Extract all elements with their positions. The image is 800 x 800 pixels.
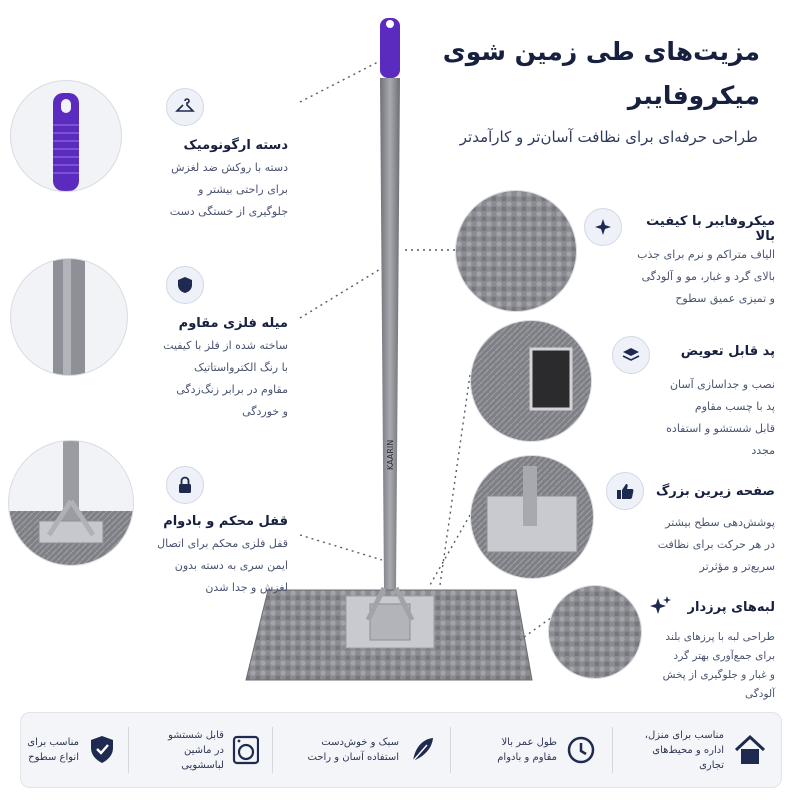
clock-icon [565, 734, 597, 766]
benefit-item [27, 713, 117, 787]
feature-line: برای جمع‌آوری بهتر گرد [673, 650, 775, 662]
feature-title: قفل محکم و بادوام [163, 514, 288, 529]
feature-large-base-title-wrap [648, 484, 775, 499]
page-subtitle: طراحی حرفه‌ای برای نظافت آسان‌تر و کارآمدتر [459, 128, 758, 146]
feature-microfiber-title-wrap [625, 214, 775, 244]
grip-closeup-image [10, 80, 122, 192]
microfiber-closeup-image [455, 190, 577, 312]
feature-line: و خوردگی [242, 405, 288, 418]
benefit-item [467, 713, 597, 787]
bottom-benefits-bar [20, 712, 782, 788]
brand-label: KAARIN [386, 439, 395, 470]
feature-line: ساخته شده از فلز با کیفیت [163, 339, 288, 352]
feature-line: دسته با روکش ضد لغزش [171, 161, 288, 174]
edge-closeup-image [548, 585, 642, 679]
feature-line: برای راحتی بیشتر و [198, 183, 288, 196]
pad-closeup-image [470, 320, 592, 442]
feature-fluffy-edges-desc [640, 628, 775, 704]
feature-title: دسته ارگونومیک [183, 138, 288, 153]
benefit-line: طول عمر بالا [501, 737, 557, 748]
feature-line: مقاوم در برابر زنگ‌زدگی [176, 383, 288, 396]
feature-line: آلودگی [745, 688, 775, 700]
feature-metal-rod [140, 316, 288, 423]
feature-line: طراحی لبه با پرزهای بلند [665, 631, 775, 643]
feature-replaceable-pad-title-wrap [655, 344, 775, 359]
feature-ergonomic-handle [140, 138, 288, 223]
feature-replaceable-pad-desc [605, 374, 775, 462]
shield-check-icon [87, 734, 117, 766]
benefit-line: استفاده آسان و راحت [307, 752, 399, 763]
hanger-icon [166, 88, 204, 126]
base-plate-closeup-image [470, 455, 594, 579]
feature-line: پد با چسب مقاوم [694, 400, 775, 413]
feather-icon [407, 735, 437, 765]
feature-line: مجدد [751, 444, 775, 457]
feature-microfiber-desc [585, 244, 775, 310]
feature-title: صفحه زیرین بزرگ [655, 484, 775, 499]
benefit-item [141, 713, 259, 787]
feature-line: لغزش و جدا شدن [205, 581, 288, 594]
feature-line: قابل شستشو و استفاده [666, 422, 775, 435]
benefit-item [287, 713, 437, 787]
feature-line: بالای گرد و غبار، مو و آلودگی [641, 270, 775, 283]
feature-title: میکروفایبر با کیفیت بالا [646, 214, 775, 244]
feature-line: با رنگ الکترواستاتیک [194, 361, 288, 374]
lock-icon [166, 466, 204, 504]
feature-title: میله فلزی مقاوم [178, 316, 288, 331]
feature-line: قفل فلزی محکم برای اتصال [157, 537, 288, 550]
benefit-line: سبک و خوش‌دست [321, 737, 399, 748]
layers-icon [612, 336, 650, 374]
feature-line: ایمن سری به دسته بدون [174, 559, 288, 572]
feature-fluffy-edges-title-wrap [675, 600, 775, 615]
benefit-item [627, 713, 767, 787]
benefit-line: مناسب برای منزل، [644, 729, 725, 741]
sparkle-icon [584, 208, 622, 246]
feature-lock [140, 514, 288, 599]
shield-icon [166, 266, 204, 304]
feature-line: پوشش‌دهی سطح بیشتر [665, 516, 775, 529]
benefit-line: مقاوم و بادوام [497, 752, 557, 763]
sparkles-icon [648, 594, 672, 622]
benefit-line: انواع سطوح [28, 752, 79, 763]
feature-line: نصب و جداسازی آسان [669, 378, 775, 391]
mop-rod [380, 78, 400, 590]
house-icon [732, 732, 767, 768]
title-line-2: میکروفایبر [627, 81, 760, 110]
feature-line: و غبار و جلوگیری از پخش [662, 669, 775, 681]
title-line-1: مزیت‌های طی زمین‌ شوی [442, 37, 760, 66]
benefit-line: مناسب برای [27, 737, 79, 748]
feature-line: الیاف متراکم و نرم برای جذب [637, 248, 775, 261]
benefit-line: اداره و محیط‌های تجاری [652, 744, 725, 771]
lock-closeup-image [8, 440, 134, 566]
feature-title: لبه‌های پرزدار [687, 600, 775, 615]
feature-large-base-desc [600, 512, 775, 578]
washing-machine-icon [232, 735, 259, 765]
thumbs-up-icon [606, 472, 644, 510]
feature-line: جلوگیری از خستگی دست [169, 205, 288, 218]
feature-line: و تمیزی عمیق سطوح [675, 292, 775, 305]
feature-line: سریع‌تر و مؤثرتر [699, 560, 775, 573]
feature-title: پد قابل تعویض [680, 344, 775, 359]
rod-closeup-image [10, 258, 128, 376]
benefit-line: قابل شستشو [168, 729, 224, 741]
feature-line: در هر حرکت برای نظافت [657, 538, 775, 551]
benefit-line: در ماشین لباسشویی [181, 744, 224, 771]
